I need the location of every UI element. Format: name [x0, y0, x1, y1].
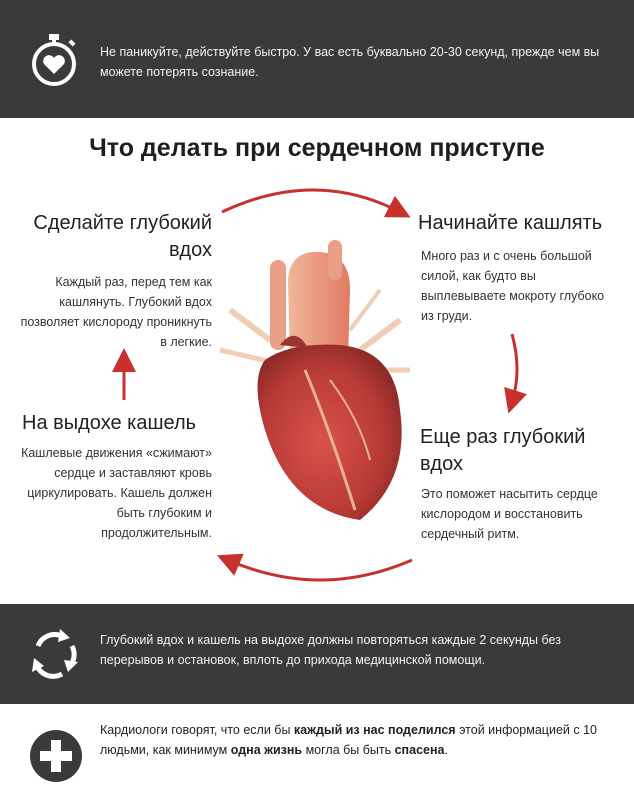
bottom-text-2: этой информацией с 10 людьми, как минимум	[100, 723, 597, 757]
bottom-text-3: могла бы быть	[302, 743, 395, 757]
arrow-bottom	[228, 560, 412, 580]
step-2-heading: Начинайте кашлять	[418, 212, 603, 234]
heart-illustration	[210, 230, 420, 530]
step-4-text: Это поможет насытить сердце кислородом и восстановить сердечный ритм.	[421, 487, 598, 541]
page-title: Что делать при сердечном приступе	[89, 134, 545, 162]
step-3-text: Кашлевые движения «сжимают» сердце и заставляют кровь циркулировать. Кашель должен быть глубоким и продолжительным.	[21, 446, 212, 540]
step-1-heading: Сделайте глубокий вдох	[33, 212, 212, 261]
step-1-text: Каждый раз, перед тем как кашлянуть. Глубокий вдох позволяет кислороду проникнуть в легкие.	[20, 275, 212, 349]
arrow-right	[512, 334, 517, 402]
cycle-arrows-icon	[24, 624, 84, 684]
bottom-message	[100, 720, 600, 760]
step-4-heading: Еще раз глубокий вдох	[420, 426, 586, 475]
step-2-text: Много раз и с очень большой силой, как будто вы выплевываете мокроту глубоко из груди.	[421, 249, 605, 323]
plus-circle-icon	[28, 728, 84, 784]
top-banner-text: Не паникуйте, действуйте быстро. У вас есть буквально 20-30 секунд, прежде чем вы можете потерять сознание.	[100, 45, 600, 79]
bottom-text-1: Кардиологи говорят, что если бы	[100, 723, 294, 737]
step-3-heading: На выдохе кашель	[22, 412, 197, 434]
bottom-bold-3: спасена	[394, 743, 445, 757]
bottom-bold-2: одна жизнь	[230, 743, 303, 757]
bottom-text-4: .	[444, 743, 448, 757]
bottom-bold-1: каждый из нас поделился	[293, 723, 456, 737]
middle-banner-text: Глубокий вдох и кашель на выдохе должны повторяться каждые 2 секунды без перерывов и остановок, вплоть до прихода медицинской помощи.	[100, 633, 561, 667]
arrow-top	[222, 190, 400, 212]
